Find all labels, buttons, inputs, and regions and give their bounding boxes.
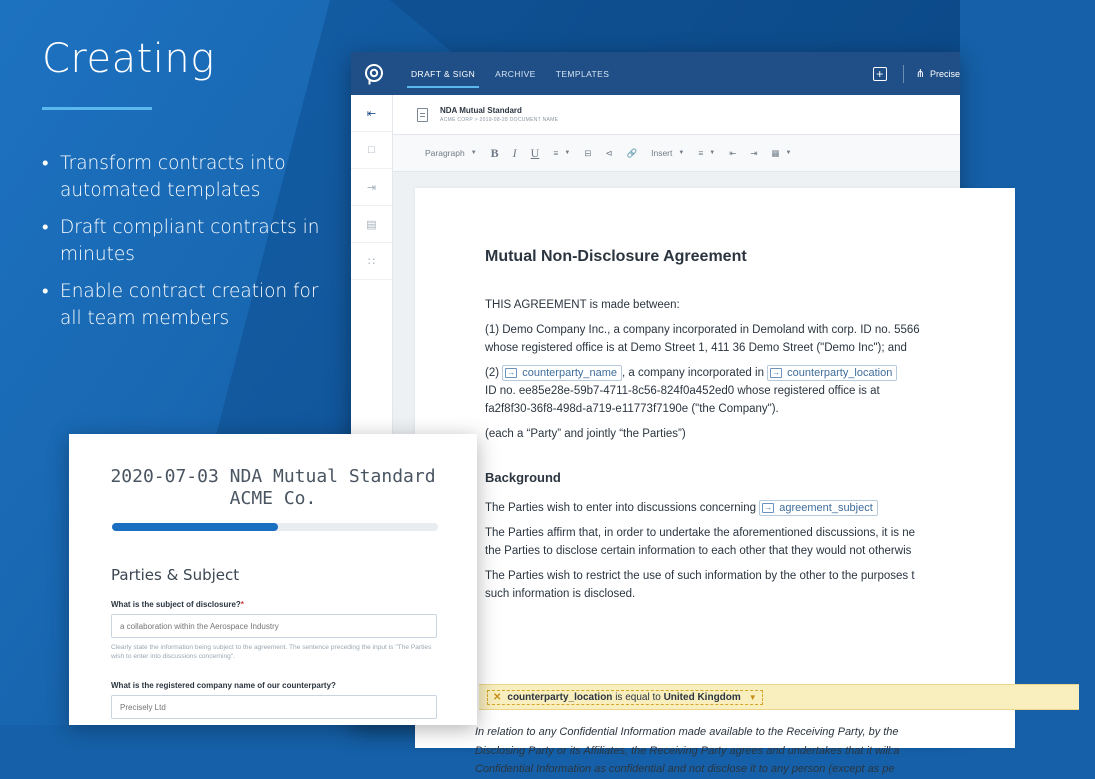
insert-menu[interactable] <box>651 148 684 158</box>
question-label <box>111 600 244 609</box>
nav-tab-templates[interactable]: TEMPLATES <box>555 68 610 79</box>
organization-icon: ⋔ <box>915 68 925 80</box>
question-help-text: Clearly state the information being subject to the agreement. The sentence preceding the input is "The Parties wish to enter into discussions concerning". <box>111 644 432 660</box>
chevron-down-icon: ▼ <box>564 150 571 156</box>
paragraph-line: ID no. ee85e28e-59b7-4711-8c56-824f0a452ed0 whose registered office is at <box>485 385 880 397</box>
chevron-down-icon: ▼ <box>470 150 477 156</box>
chevron-down-icon: ▼ <box>678 150 685 156</box>
outdent-icon[interactable]: ⇤ <box>729 147 737 158</box>
hero-bullet: • Draft compliant contracts in minutes <box>42 214 332 268</box>
document-canvas <box>393 172 960 775</box>
bold-icon[interactable]: B <box>490 145 499 160</box>
paragraph-style-label: Paragraph <box>425 148 465 158</box>
org-switcher[interactable]: Precise <box>929 68 960 79</box>
italic-icon[interactable]: I <box>512 145 517 160</box>
variable-name: counterparty_location <box>787 366 893 379</box>
section-heading: Background <box>485 470 561 485</box>
hero-bullet: • Enable contract creation for all team members <box>42 278 332 332</box>
subject-input[interactable] <box>111 614 437 638</box>
variable-chip-counterparty-name[interactable] <box>502 365 622 381</box>
variable-name: counterparty_name <box>522 366 618 379</box>
document-title: NDA Mutual Standard <box>440 106 522 115</box>
variable-chip-agreement-subject[interactable] <box>759 500 878 516</box>
paragraph-line: fa2f8f30-36f8-498d-a719-e11773f7190e ("the Company"). <box>485 403 779 415</box>
paragraph-text: (2) <box>485 367 500 379</box>
condition-operator: is equal to <box>615 691 661 703</box>
questionnaire-title-line: ACME Co. <box>229 488 317 509</box>
nav-divider <box>903 65 904 83</box>
progress-bar <box>112 523 438 531</box>
link-icon[interactable]: 🔗 <box>626 147 638 158</box>
section-title: Parties & Subject <box>111 566 240 584</box>
paragraph-line: the Parties to disclose certain information to each other that they would not otherwis <box>485 545 912 557</box>
conditional-clause <box>475 723 1095 779</box>
remove-condition-icon[interactable]: ✕ <box>493 691 502 703</box>
top-navigation <box>351 52 960 95</box>
required-marker: * <box>240 600 244 609</box>
paragraph-text: The Parties wish to enter into discussions concerning <box>485 502 757 514</box>
paragraph-text: , a company incorporated in <box>622 367 764 379</box>
document-breadcrumb: ACME CORP > 2019-08-28 DOCUMENT NAME <box>440 117 559 123</box>
collapse-sidebar-icon[interactable]: ⇤ <box>351 95 392 132</box>
questionnaire-title <box>69 466 477 510</box>
indent-icon[interactable]: ⇥ <box>750 147 758 158</box>
nav-tab-archive[interactable]: ARCHIVE <box>495 68 536 79</box>
hero-bullet: • Transform contracts into automated templates <box>42 150 332 204</box>
document-icon <box>417 108 428 122</box>
paragraph-line: In relation to any Confidential Information made available to the Receiving Party, by the <box>475 726 899 738</box>
nav-tab-draft-sign[interactable]: DRAFT & SIGN <box>411 52 475 95</box>
variables-icon[interactable]: ∷ <box>351 243 392 280</box>
add-icon[interactable]: + <box>873 67 887 81</box>
progress-fill <box>112 523 278 531</box>
paragraph-line: The Parties affirm that, in order to undertake the aforementioned discussions, it is ne <box>485 527 915 539</box>
insert-label: Insert <box>651 148 673 158</box>
paragraph <box>485 321 1045 357</box>
chevron-down-icon[interactable]: ▼ <box>748 692 757 702</box>
paragraph: (each a “Party” and jointly “the Parties”) <box>485 428 686 440</box>
logo-icon[interactable] <box>363 63 385 85</box>
condition-value: United Kingdom <box>663 691 741 703</box>
paragraph <box>485 567 1045 603</box>
paragraph <box>485 524 1045 560</box>
paragraph-line: whose registered office is at Demo Street 1, 411 36 Demo Street ("Demo Inc"); and <box>485 342 907 354</box>
align-icon[interactable]: ≡ ▼ <box>553 148 571 158</box>
comments-icon[interactable]: □ <box>351 132 392 169</box>
paragraph: THIS AGREEMENT is made between: <box>485 299 680 311</box>
paragraph-line: The Parties wish to restrict the use of such information by the other to the purposes t <box>485 570 915 582</box>
variable-icon <box>505 368 517 378</box>
editor-toolbar <box>393 135 960 172</box>
paragraph-style-select[interactable] <box>425 148 477 158</box>
document-outline-icon[interactable]: ▤ <box>351 206 392 243</box>
page-break-icon[interactable]: ⊟ <box>584 147 592 158</box>
paragraph <box>485 499 1045 517</box>
document-page[interactable] <box>415 188 1015 775</box>
document-heading: Mutual Non-Disclosure Agreement <box>485 248 747 265</box>
paragraph-line: Disclosing Party or its Affiliates, the Receiving Party agrees and undertakes that it will:a <box>475 744 900 757</box>
chevron-down-icon: ▼ <box>709 150 716 156</box>
question-label: What is the registered company name of our counterparty? <box>111 681 336 690</box>
questionnaire-card <box>69 434 477 725</box>
table-icon[interactable]: ▦ ▼ <box>771 147 792 158</box>
paragraph-line: (1) Demo Company Inc., a company incorporated in Demoland with corp. ID no. 5566 <box>485 324 920 336</box>
paragraph-line: such information is disclosed. <box>485 588 636 600</box>
underline-icon[interactable]: U <box>530 145 540 160</box>
counterparty-name-input[interactable] <box>111 695 437 719</box>
variable-name: agreement_subject <box>779 501 873 514</box>
paragraph <box>485 364 1045 418</box>
variable-chip-counterparty-location[interactable] <box>767 365 897 381</box>
paragraph-line: Confidential Information as confidential and not disclose it to any person (except as pe <box>475 763 895 775</box>
hero-bullet-list <box>42 150 332 342</box>
document-body <box>485 248 1045 610</box>
chevron-down-icon: ▼ <box>785 150 792 156</box>
share-node-icon[interactable]: ⊲ <box>605 147 613 158</box>
hero-title: Creating <box>42 36 215 82</box>
questionnaire-title-line: 2020-07-03 NDA Mutual Standard <box>110 466 436 487</box>
document-header <box>393 95 960 135</box>
condition-variable: counterparty_location <box>507 691 613 703</box>
insert-field-icon[interactable]: ⇥ <box>351 169 392 206</box>
hero-divider <box>42 107 152 110</box>
question-text: What is the subject of disclosure? <box>111 600 241 609</box>
variable-icon <box>770 368 782 378</box>
bullet-list-icon[interactable]: ≡ ▼ <box>698 148 716 158</box>
condition-bar <box>479 684 1079 710</box>
variable-icon <box>762 503 774 513</box>
condition-rule[interactable] <box>487 690 763 705</box>
